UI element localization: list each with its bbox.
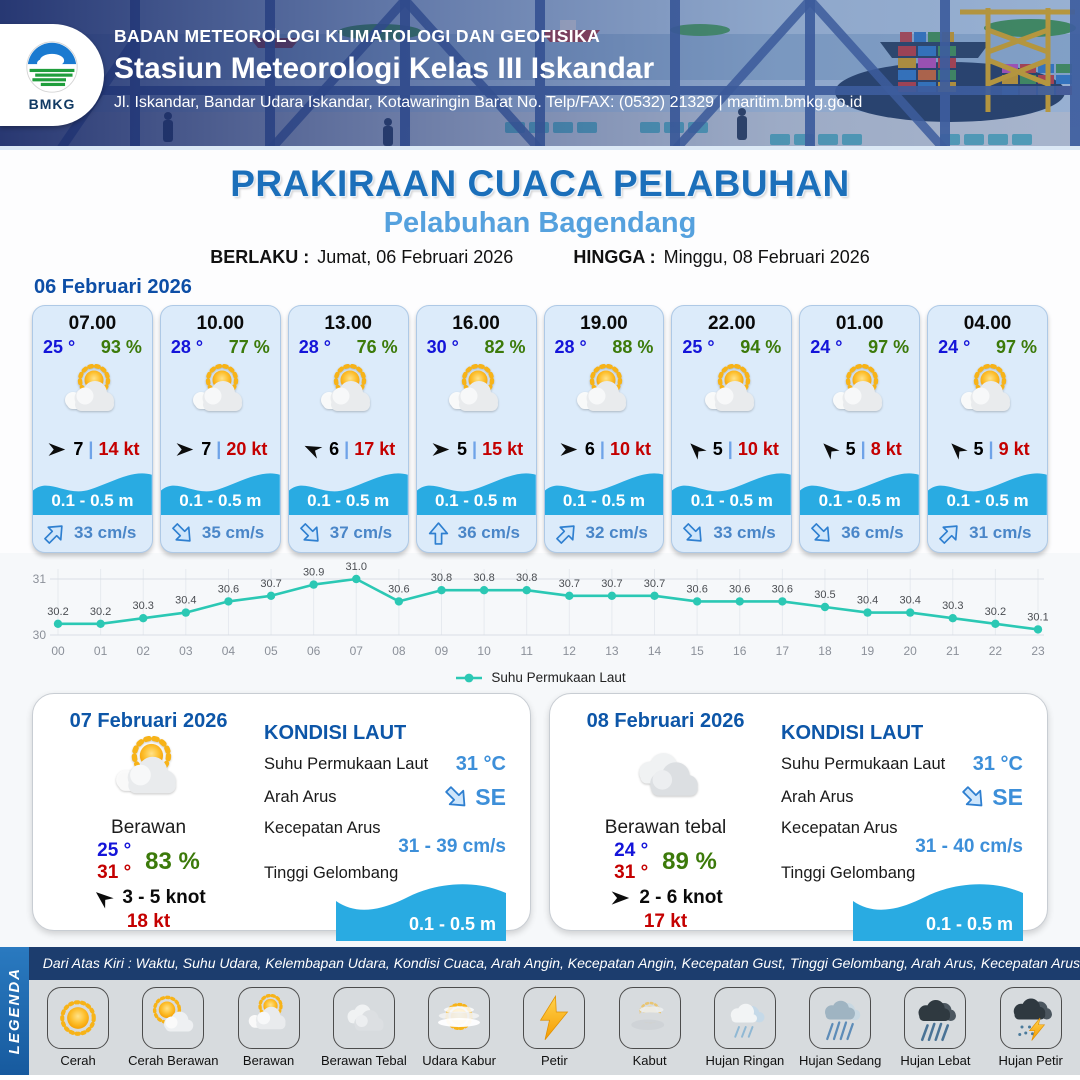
current-direction-icon	[165, 516, 200, 551]
separator: |	[216, 438, 222, 459]
petir-icon	[530, 994, 578, 1042]
sea-condition-title: KONDISI LAUT	[781, 722, 924, 744]
legend-item-kabut	[604, 987, 696, 1068]
hourly-card-04.00	[927, 305, 1048, 553]
daily-humidity: 83 %	[145, 847, 200, 875]
hourly-card-01.00	[799, 305, 920, 553]
current-direction-value: SE	[475, 784, 506, 810]
legend-item-label: Hujan Petir	[998, 1053, 1063, 1068]
current-direction-icon	[676, 516, 711, 551]
card-current-row	[417, 515, 536, 552]
daily-wind-range: 3 - 5 knot	[122, 886, 206, 908]
svg-text:30.6: 30.6	[729, 583, 751, 596]
card-wind-row	[33, 434, 152, 463]
current-direction-icon	[438, 778, 476, 816]
svg-text:16: 16	[733, 644, 747, 658]
wind-direction-icon	[608, 888, 632, 908]
hujan-petir-icon	[1007, 994, 1055, 1042]
wave-height-value: 0.1 - 0.5 m	[690, 490, 773, 510]
cerah-berawan-icon	[149, 994, 197, 1042]
wave-height-band	[800, 464, 919, 515]
wave-height-value: 0.1 - 0.5 m	[307, 490, 390, 510]
svg-text:10: 10	[477, 644, 491, 658]
separator: |	[599, 438, 605, 459]
svg-text:30.6: 30.6	[388, 583, 410, 596]
legend-item-label: Udara Kabur	[422, 1053, 496, 1068]
legend-item-cerah-berawan	[127, 987, 219, 1068]
svg-text:12: 12	[562, 644, 576, 658]
hourly-card-13.00	[288, 305, 409, 553]
daily-condition: Berawan	[111, 817, 187, 838]
gust-speed: 10 kt	[737, 438, 779, 459]
legend-icon-box	[333, 987, 395, 1049]
current-direction-icon	[804, 516, 839, 551]
legend-info-bar: Dari Atas Kiri : Waktu, Suhu Udara, Kelembapan Udara, Kondisi Cuaca, Arah Angin, Kecepatan Angin, Kecepatan Gust, Tinggi Gelombang, Arah Arus, Kecepatan Arus	[29, 947, 1080, 980]
current-direction-icon	[955, 778, 993, 816]
hourly-forecast-section	[0, 276, 1080, 553]
legend-sidebar	[0, 947, 29, 1075]
gust-speed: 8 kt	[870, 438, 902, 459]
hujan-sedang-icon	[816, 994, 864, 1042]
berlaku-value: Jumat, 06 Februari 2026	[317, 247, 514, 267]
hujan-lebat-icon	[911, 994, 959, 1042]
svg-text:23: 23	[1031, 644, 1045, 658]
current-speed: 36 cm/s	[841, 523, 904, 543]
svg-text:15: 15	[690, 644, 704, 658]
current-speed-value: 31 - 40 cm/s	[915, 836, 1023, 857]
legend-item-berawan	[223, 987, 315, 1068]
wind-speed: 5	[457, 438, 468, 459]
daily-weather-icon-slot	[43, 733, 254, 817]
daily-wind-range: 2 - 6 knot	[639, 886, 723, 908]
wave-height-label: Tinggi Gelombang	[264, 864, 399, 882]
svg-text:20: 20	[903, 644, 917, 658]
berawan-icon	[245, 994, 293, 1042]
legend-item-label: Berawan	[242, 1053, 295, 1068]
legend-icon-box	[523, 987, 585, 1049]
wave-height-label: Tinggi Gelombang	[781, 864, 916, 882]
card-temperature: 24 °	[938, 337, 971, 357]
bmkg-logo	[0, 24, 104, 126]
svg-text:01: 01	[93, 644, 108, 658]
legend-item-label: Hujan Ringan	[705, 1053, 785, 1068]
legend-icon-box	[47, 987, 109, 1049]
wave-height-band	[545, 464, 664, 515]
svg-text:31: 31	[32, 572, 46, 586]
berawan-icon	[56, 364, 128, 428]
svg-text:30.6: 30.6	[686, 583, 708, 596]
daily-date: 07 Februari 2026	[69, 710, 228, 732]
wind-speed: 6	[329, 438, 340, 459]
cerah-icon	[54, 994, 102, 1042]
wind-direction-icon	[298, 436, 327, 463]
wave-height-value: 0.1 - 0.5 m	[51, 490, 134, 510]
svg-text:09: 09	[434, 644, 449, 658]
sst-chart-section	[0, 553, 1080, 689]
gust-speed: 14 kt	[98, 438, 140, 459]
svg-text:30.8: 30.8	[430, 572, 453, 585]
bmkg-logo-text: BMKG	[28, 95, 76, 112]
card-humidity: 88 %	[612, 337, 654, 357]
card-humidity: 93 %	[100, 337, 142, 357]
card-temperature: 28 °	[554, 337, 587, 357]
current-speed: 35 cm/s	[201, 523, 265, 543]
card-temperature: 25 °	[682, 337, 715, 357]
wind-direction-icon	[942, 434, 972, 464]
header-banner	[0, 0, 1080, 150]
berawan-icon	[184, 364, 256, 428]
legend-item-hujan-petir	[985, 987, 1077, 1068]
card-humidity: 97 %	[995, 337, 1037, 357]
card-current-row	[800, 515, 919, 552]
legend-marker-icon	[454, 673, 484, 683]
svg-text:21: 21	[946, 644, 960, 658]
wind-speed: 6	[584, 438, 595, 459]
card-time: 01.00	[835, 313, 884, 334]
card-time: 16.00	[452, 313, 500, 334]
wave-height-graphic	[336, 879, 506, 941]
port-name: Pelabuhan Bagendang	[383, 207, 697, 239]
daily-card-07-feb	[32, 693, 531, 934]
card-wind-row	[289, 434, 408, 463]
legend-item-label: Petir	[540, 1053, 568, 1068]
gust-speed: 9 kt	[998, 438, 1030, 459]
daily-card-08-feb	[549, 693, 1048, 934]
udara-kabur-icon	[435, 994, 483, 1042]
hourly-cards-row	[32, 305, 1048, 553]
current-speed-label: Kecepatan Arus	[781, 819, 898, 837]
legend-item-label: Hujan Sedang	[798, 1053, 882, 1068]
current-direction-icon	[37, 516, 72, 551]
berawan-tebal-icon	[620, 736, 712, 814]
hourly-card-07.00	[32, 305, 153, 553]
card-wind-row	[672, 434, 791, 463]
legend-icon-box	[428, 987, 490, 1049]
current-direction-icon	[932, 516, 967, 551]
svg-text:18: 18	[818, 644, 832, 658]
legend-item-hujan-ringan	[699, 987, 791, 1068]
wind-direction-icon	[429, 440, 452, 459]
svg-text:07: 07	[349, 644, 363, 658]
hourly-card-22.00	[671, 305, 792, 553]
separator: |	[988, 438, 994, 459]
berawan-icon	[952, 364, 1024, 428]
svg-text:30.6: 30.6	[771, 583, 794, 596]
card-temperature: 25 °	[43, 337, 76, 357]
wave-height-value: 0.1 - 0.5 m	[946, 490, 1029, 510]
hourly-card-19.00	[544, 305, 665, 553]
svg-text:30.3: 30.3	[132, 600, 154, 613]
validity-row	[0, 247, 1080, 268]
card-time: 19.00	[580, 313, 628, 334]
hourly-card-10.00	[160, 305, 281, 553]
card-temperature: 30 °	[426, 337, 459, 357]
current-direction-icon	[548, 516, 583, 551]
svg-text:30.9: 30.9	[302, 566, 325, 579]
card-current-row	[161, 515, 280, 552]
gust-speed: 17 kt	[354, 438, 396, 459]
svg-text:30: 30	[32, 628, 46, 642]
page-title: PRAKIRAAN CUACA PELABUHAN	[230, 163, 850, 204]
wave-height-value: 0.1 - 0.5 m	[179, 490, 262, 510]
current-speed: 37 cm/s	[329, 523, 393, 543]
legend-item-petir	[508, 987, 600, 1068]
current-speed: 33 cm/s	[713, 523, 776, 543]
daily-forecast-section	[0, 689, 1080, 947]
sst-label: Suhu Permukaan Laut	[781, 755, 946, 773]
svg-text:30.4: 30.4	[175, 594, 197, 607]
card-wind-row	[928, 434, 1047, 463]
wave-height-band	[672, 464, 791, 515]
hingga-value: Minggu, 08 Februari 2026	[663, 247, 870, 267]
card-time: 04.00	[963, 313, 1012, 334]
wave-height-band	[417, 464, 536, 515]
wave-height-band	[289, 464, 408, 515]
svg-text:14: 14	[647, 644, 662, 658]
svg-text:02: 02	[136, 644, 150, 658]
sst-value: 31 °C	[972, 753, 1023, 775]
legend-item-label: Kabut	[632, 1053, 667, 1068]
daily-date: 08 Februari 2026	[586, 710, 745, 732]
card-wind-row	[161, 434, 280, 463]
current-direction-value: SE	[992, 784, 1023, 810]
svg-text:30.8: 30.8	[473, 572, 495, 585]
card-current-row	[672, 515, 791, 552]
temp-min: 25 °	[97, 840, 132, 861]
current-speed-value: 31 - 39 cm/s	[398, 836, 506, 857]
svg-text:17: 17	[775, 644, 790, 658]
sst-line-chart	[32, 559, 1048, 663]
legend-item-hujan-lebat	[889, 987, 981, 1068]
wind-speed: 5	[845, 438, 856, 459]
svg-text:30.5: 30.5	[814, 589, 836, 601]
berawan-icon	[103, 736, 195, 814]
wave-height-value: 0.1 - 0.5 m	[818, 490, 901, 510]
current-speed: 36 cm/s	[457, 523, 521, 543]
wind-direction-icon	[88, 882, 119, 913]
daily-gust: 17 kt	[643, 910, 688, 932]
svg-text:30.3: 30.3	[942, 600, 964, 613]
wind-direction-icon	[814, 434, 844, 464]
current-speed-label: Kecepatan Arus	[264, 819, 381, 837]
svg-text:30.1: 30.1	[1027, 611, 1048, 624]
current-direction-label: Arah Arus	[264, 788, 337, 806]
svg-text:30.4: 30.4	[899, 594, 921, 607]
legend-icon-box	[904, 987, 966, 1049]
legend-footer	[0, 947, 1080, 1075]
kabut-icon	[626, 994, 674, 1042]
wind-speed: 7	[201, 438, 212, 459]
card-temperature: 28 °	[298, 337, 331, 357]
wave-height-value: 0.1 - 0.5 m	[434, 490, 518, 510]
current-speed: 33 cm/s	[74, 523, 137, 543]
legend-item-berawan-tebal	[318, 987, 410, 1068]
svg-text:04: 04	[221, 644, 236, 658]
wind-direction-icon	[681, 434, 711, 464]
svg-text:08: 08	[392, 644, 406, 658]
current-speed: 31 cm/s	[969, 523, 1032, 543]
legend-item-label: Hujan Lebat	[900, 1053, 971, 1068]
wave-height-band	[161, 464, 280, 515]
temp-min: 24 °	[614, 840, 649, 861]
legend-item-label: Cerah Berawan	[128, 1053, 219, 1068]
svg-text:30.2: 30.2	[47, 605, 69, 618]
current-direction-icon	[293, 516, 328, 551]
daily-weather-icon-slot	[560, 733, 771, 817]
svg-text:06: 06	[306, 644, 321, 658]
hourly-card-16.00	[416, 305, 537, 553]
card-time: 10.00	[196, 313, 245, 334]
berawan-icon	[440, 364, 512, 428]
hujan-ringan-icon	[721, 994, 769, 1042]
sea-condition-title: KONDISI LAUT	[264, 722, 407, 744]
card-current-row	[33, 515, 152, 552]
legend-item-cerah	[32, 987, 124, 1068]
card-temperature: 28 °	[170, 337, 204, 357]
card-temperature: 24 °	[810, 337, 843, 357]
gust-speed: 20 kt	[226, 438, 268, 459]
chart-legend-label: Suhu Permukaan Laut	[491, 670, 626, 685]
wave-height-value: 0.1 - 0.5 m	[562, 490, 646, 510]
legend-item-hujan-sedang	[794, 987, 886, 1068]
wind-speed: 5	[973, 438, 984, 459]
sst-value: 31 °C	[455, 753, 506, 775]
svg-text:30.2: 30.2	[984, 605, 1007, 618]
daily-gust: 18 kt	[126, 910, 171, 932]
svg-text:30.6: 30.6	[217, 583, 240, 596]
svg-text:30.7: 30.7	[260, 577, 282, 590]
legend-icons-row	[29, 980, 1080, 1075]
separator: |	[860, 438, 866, 459]
berawan-icon	[696, 364, 768, 428]
wave-height-band	[928, 464, 1047, 515]
wind-direction-icon	[557, 440, 580, 459]
svg-text:30.4: 30.4	[856, 594, 879, 607]
berawan-icon	[312, 364, 384, 428]
daily-condition: Berawan tebal	[604, 817, 727, 838]
sst-label: Suhu Permukaan Laut	[264, 755, 429, 773]
card-wind-row	[800, 434, 919, 463]
hourly-date: 06 Februari 2026	[34, 276, 192, 298]
svg-text:30.8: 30.8	[515, 572, 538, 585]
svg-text:11: 11	[520, 644, 533, 658]
wind-direction-icon	[173, 440, 196, 459]
berawan-icon	[568, 364, 640, 428]
legend-icon-box	[809, 987, 871, 1049]
svg-text:30.7: 30.7	[601, 577, 623, 590]
wave-height-graphic	[853, 879, 1023, 941]
separator: |	[727, 438, 733, 459]
chart-legend	[32, 670, 1048, 685]
card-time: 22.00	[708, 313, 756, 334]
temp-max: 31 °	[614, 861, 649, 883]
separator: |	[472, 438, 478, 459]
legend-icon-box	[238, 987, 300, 1049]
card-current-row	[545, 515, 664, 552]
legend-item-label: Cerah	[60, 1053, 96, 1068]
wave-height-value: 0.1 - 0.5 m	[408, 914, 496, 934]
berlaku-label: BERLAKU :	[210, 247, 310, 267]
wind-direction-icon	[45, 440, 68, 459]
wave-height-band	[33, 464, 152, 515]
gust-speed: 10 kt	[609, 438, 651, 459]
legend-icon-box	[714, 987, 776, 1049]
hingga-label: HINGGA :	[573, 247, 656, 267]
svg-text:30.7: 30.7	[558, 577, 581, 590]
svg-text:13: 13	[605, 644, 619, 658]
svg-text:03: 03	[179, 644, 193, 658]
svg-text:05: 05	[264, 644, 278, 658]
berawan-icon	[824, 364, 896, 428]
svg-text:19: 19	[860, 644, 875, 658]
legend-item-udara-kabur	[413, 987, 505, 1068]
station-name: Stasiun Meteorologi Kelas III Iskandar	[114, 52, 655, 85]
current-direction-label: Arah Arus	[781, 788, 854, 806]
card-time: 13.00	[324, 313, 372, 334]
daily-humidity: 89 %	[662, 847, 717, 875]
legend-icon-box	[1000, 987, 1062, 1049]
svg-text:22: 22	[988, 644, 1003, 658]
gust-speed: 15 kt	[482, 438, 524, 459]
wind-speed: 5	[712, 438, 723, 459]
agency-name: BADAN METEOROLOGI KLIMATOLOGI DAN GEOFISIKA	[114, 26, 601, 46]
current-direction-icon	[426, 521, 451, 546]
card-current-row	[289, 515, 408, 552]
legend-sidebar-label: LEGENDA	[5, 967, 23, 1055]
card-humidity: 94 %	[740, 337, 782, 357]
current-speed: 32 cm/s	[585, 523, 648, 543]
svg-text:31.0: 31.0	[345, 561, 367, 573]
card-humidity: 97 %	[868, 337, 910, 357]
bmkg-emblem-icon	[24, 39, 80, 95]
card-humidity: 76 %	[356, 337, 398, 357]
svg-text:30.7: 30.7	[643, 577, 666, 590]
temp-max: 31 °	[97, 861, 132, 883]
card-humidity: 77 %	[228, 337, 270, 357]
svg-text:30.2: 30.2	[89, 605, 112, 618]
berawan-tebal-icon	[340, 994, 388, 1042]
card-humidity: 82 %	[484, 337, 526, 357]
separator: |	[88, 438, 94, 459]
wave-height-value: 0.1 - 0.5 m	[925, 914, 1013, 934]
station-address: Jl. Iskandar, Bandar Udara Iskandar, Kotawaringin Barat No. Telp/FAX: (0532) 21329 | maritim.bmkg.go.id	[114, 94, 863, 111]
wind-speed: 7	[73, 438, 84, 459]
svg-text:00: 00	[51, 644, 65, 658]
card-wind-row	[545, 434, 664, 463]
card-current-row	[928, 515, 1047, 552]
card-time: 07.00	[68, 313, 117, 334]
separator: |	[344, 438, 350, 459]
card-wind-row	[417, 434, 536, 463]
legend-icon-box	[619, 987, 681, 1049]
legend-item-label: Berawan Tebal	[320, 1053, 407, 1068]
legend-icon-box	[142, 987, 204, 1049]
